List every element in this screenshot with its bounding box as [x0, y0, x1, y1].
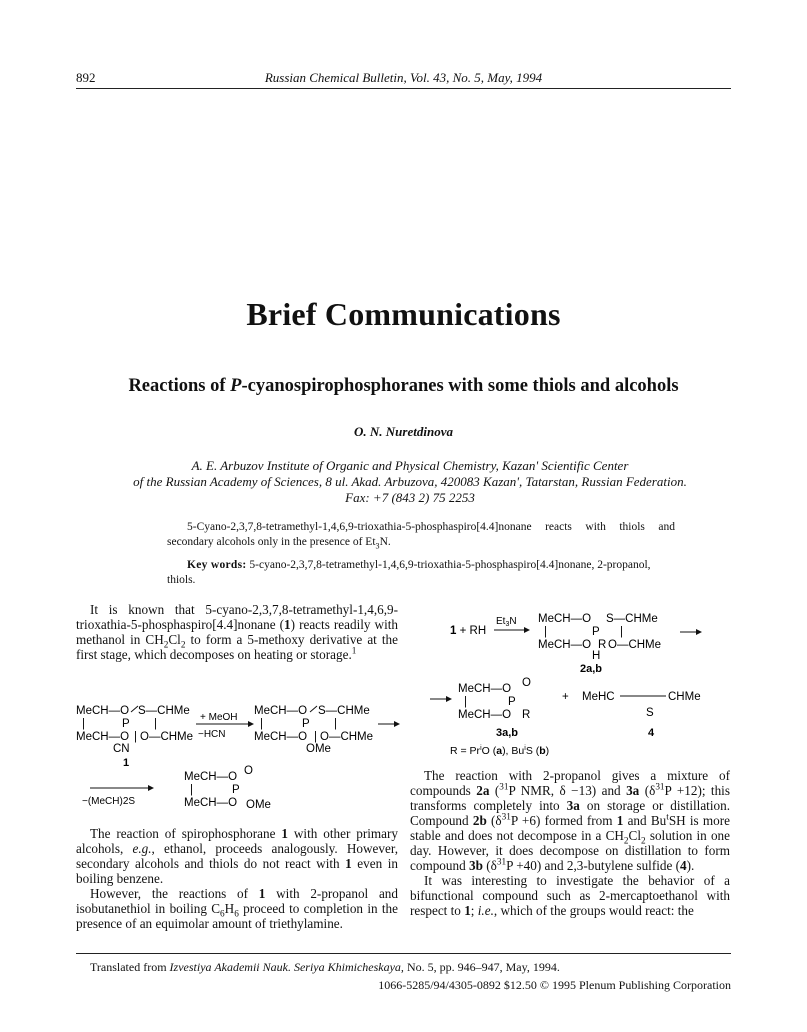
label-4: 4	[648, 727, 655, 739]
abstract: 5-Cyano-2,3,7,8-tetramethyl-1,4,6,9-trioxathia-5-phosphaspiro[4.4]nonane reacts with thiols and secondary alcohols only in the presence of $Et_3N$.	[167, 521, 675, 551]
svg-text:+: +	[562, 691, 569, 703]
meoh-reagent: + MeOH	[200, 712, 238, 723]
svg-text:|: |	[620, 626, 623, 638]
page-number: 892	[76, 70, 96, 85]
svg-text:1 + RH: 1 + RH	[450, 625, 487, 637]
svg-text:MeHC: MeHC	[582, 691, 615, 703]
svg-text:|: |	[544, 626, 547, 638]
butylene-sulfide-eliminated: −(MeCH)2S	[82, 796, 136, 807]
section-title: Brief Communications	[246, 296, 561, 332]
label-2ab: 2a,b	[580, 663, 603, 675]
svg-text:MeCH—O: MeCH—O	[76, 705, 130, 717]
left-column-para-2: The reaction of spirophosphorane 1 with other primary alcohols, e.g., ethanol, proceeds analogously. However, secondary alcohols and thiols do not react with 1 even in boiling benzene. However, the reactions of 1 with 2-propanol and isobutanethiol in boiling $C_6H_6$ proceed to completion in the presence of an equimolar amount of triethylamine.	[76, 826, 398, 931]
svg-text:O—CHMe: O—CHMe	[608, 639, 662, 651]
scheme-triethylamine	[410, 608, 730, 758]
svg-text:H: H	[592, 650, 601, 662]
svg-text:O—CHMe: O—CHMe	[140, 731, 194, 743]
keywords	[167, 558, 675, 588]
svg-text:S—CHMe: S—CHMe	[138, 705, 190, 717]
running-title: Russian Chemical Bulletin, Vol. 43, No. 5, May, 1994	[264, 70, 543, 85]
scheme-methanolysis	[76, 698, 406, 820]
left-column-para-1: It is known that 5-cyano-2,3,7,8-tetramethyl-1,4,6,9-trioxathia-5-phosphaspiro[4.4]nonane (1) reacts readily with methanol in $CH_2Cl_2$ to form a 5-methoxy derivative at the first stage, which decomposes on heating or storage.$^1$	[76, 602, 399, 662]
keywords-label: Key words:	[187, 559, 247, 571]
svg-text:MeCH—O: MeCH—O	[538, 639, 592, 651]
svg-text:|: |	[190, 784, 193, 796]
svg-text:P: P	[122, 718, 130, 730]
paper-title: Reactions of P-cyanospirophosphoranes with some thiols and alcohols	[128, 376, 679, 396]
affiliation	[90, 458, 730, 506]
header-rule	[76, 88, 731, 89]
svg-text:|: |	[82, 718, 85, 730]
svg-text:MeCH—O: MeCH—O	[458, 709, 512, 721]
svg-text:R: R	[522, 709, 531, 721]
svg-text:P: P	[592, 626, 600, 638]
ome-group: OMe	[306, 743, 331, 755]
svg-text:S—CHMe: S—CHMe	[606, 613, 658, 625]
svg-text:MeCH—O: MeCH—O	[254, 705, 308, 717]
svg-text:|: |	[154, 718, 157, 730]
svg-text:O—CHMe: O—CHMe	[320, 731, 374, 743]
affiliation-line-3: Fax: +7 (843 2) 75 2253	[345, 490, 475, 505]
svg-text:|: |	[314, 731, 317, 743]
svg-text:MeCH—O: MeCH—O	[254, 731, 308, 743]
label-3ab: 3a,b	[496, 727, 519, 739]
translation-note: Translated from Izvestiya Akademii Nauk. Seriya Khimicheskaya, No. 5, pp. 946–947, May, 1994.	[90, 960, 560, 974]
svg-text:R: R	[598, 639, 607, 651]
svg-text:|: |	[260, 718, 263, 730]
svg-text:OMe: OMe	[246, 799, 271, 811]
svg-text:MeCH—O: MeCH—O	[458, 683, 512, 695]
svg-text:MeCH—O: MeCH—O	[184, 771, 238, 783]
svg-text:MeCH—O: MeCH—O	[538, 613, 592, 625]
affiliation-line-2: of the Russian Academy of Sciences, 8 ul. Akad. Arbuzova, 420083 Kazan', Tatarstan, Russian Federation.	[133, 474, 687, 489]
svg-text:S: S	[646, 707, 654, 719]
svg-text:O: O	[522, 677, 531, 689]
svg-text:Et3N: $Et_3N$	[496, 616, 517, 628]
svg-text:P: P	[302, 718, 310, 730]
svg-text:R = PriO (a), BuiS (b): $R = Pr^iO$ (a), Bu$^i$S (b)	[450, 745, 550, 757]
footer-rule	[76, 953, 731, 954]
author: O. N. Nuretdinova	[354, 424, 453, 439]
svg-text:CHMe: CHMe	[668, 691, 701, 703]
svg-text:P: P	[508, 696, 516, 708]
svg-text:|: |	[464, 696, 467, 708]
svg-text:S—CHMe: S—CHMe	[318, 705, 370, 717]
svg-text:MeCH—O: MeCH—O	[76, 731, 130, 743]
right-column-text: The reaction with 2-propanol gives a mixture of compounds 2a ($^{31}$P NMR, δ −13) and 3a $(\delta^{31}P +12)$; this transforms completely into 3a on storage or distillation. Compound 2b $(\delta^{31}P +6)$ formed from 1 and Bu$^t$SH is more stable and does not decompose in a $CH_2Cl_2$ solution in one day. However, it does decompose on distillation to form compound 3b $(\delta^{31}P +40)$ and 2,3-butylene sulfide (4). It was interesting to investigate the behavior of a bifunctional compound such as 2-mercaptoethanol with respect to 1; i.e., which of the groups would react: the	[410, 768, 731, 918]
affiliation-line-1: A. E. Arbuzov Institute of Organic and Physical Chemistry, Kazan' Scientific Center	[191, 458, 629, 473]
svg-text:O: O	[244, 765, 253, 777]
svg-text:MeCH—O: MeCH—O	[184, 797, 238, 809]
svg-text:P: P	[232, 784, 240, 796]
hcn-eliminated: −HCN	[198, 729, 226, 740]
svg-text:|: |	[334, 718, 337, 730]
svg-text:|: |	[134, 731, 137, 743]
copyright-line: 1066-5285/94/4305-0892 $12.50 © 1995 Plenum Publishing Corporation	[378, 978, 731, 992]
compound-1-label: 1	[123, 757, 130, 769]
cn-group: CN	[113, 743, 130, 755]
keywords-text: 5-cyano-2,3,7,8-tetramethyl-1,4,6,9-trioxathia-5-phosphaspiro[4.4]nonane, 2-propanol, thiols.	[167, 559, 651, 586]
